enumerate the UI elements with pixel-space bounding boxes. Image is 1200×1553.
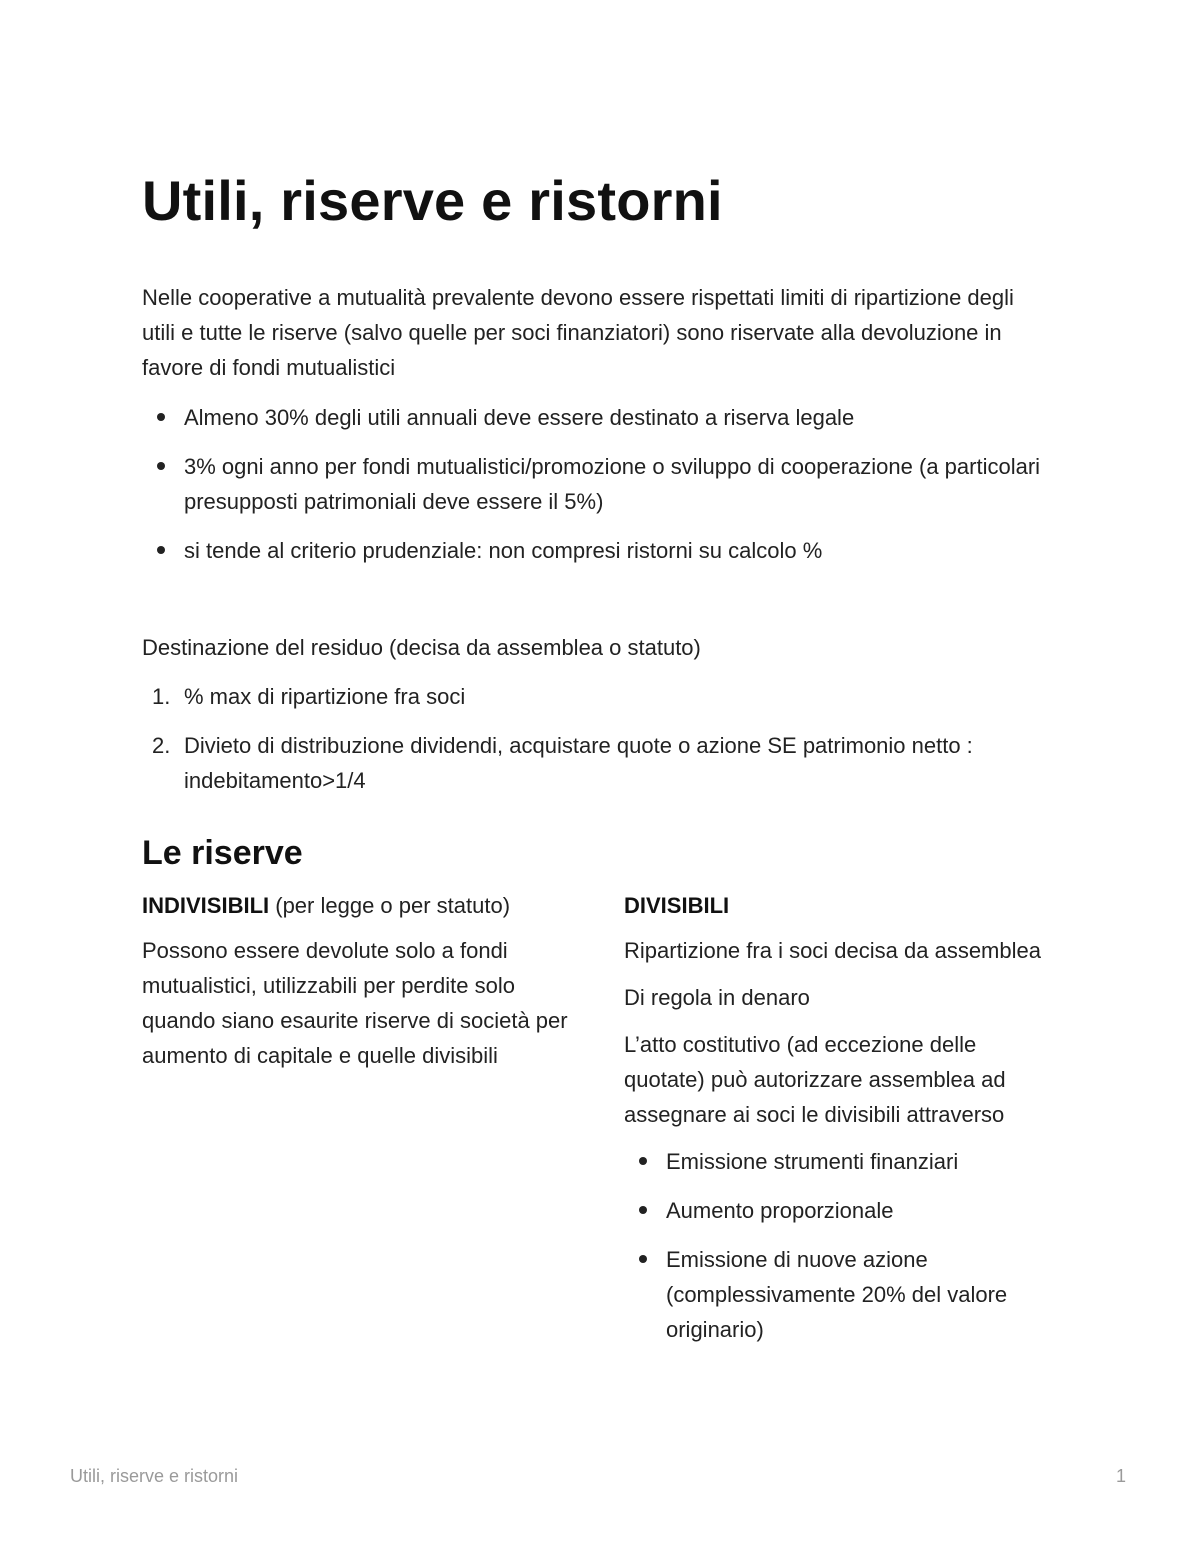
column-heading-rest: (per legge o per statuto) (269, 893, 511, 918)
column-heading (142, 888, 582, 923)
column-heading-bold: DIVISIBILI (624, 893, 730, 918)
column-heading (624, 888, 1054, 923)
list-item-text: Aumento proporzionale (666, 1198, 894, 1223)
list-item (142, 679, 1042, 714)
column-text: L’atto costitutivo (ad eccezione delle quotate) può autorizzare assemblea ad assegnare ai soci le divisibili attraverso (624, 1032, 1006, 1127)
list-item (142, 728, 1042, 798)
column-heading-bold: INDIVISIBILI (142, 893, 270, 918)
section-title: Le riserve (142, 834, 303, 872)
bullet-list (142, 400, 1042, 582)
bullet-icon (639, 1157, 647, 1165)
divisibili-column (624, 888, 1054, 1361)
bullet-icon (639, 1206, 647, 1214)
bullet-icon (157, 546, 165, 554)
page-title: Utili, riserve e ristorni (142, 169, 723, 232)
bullet-list (624, 1144, 1054, 1347)
list-number: 1. (152, 684, 171, 709)
residuo-heading: Destinazione del residuo (decisa da assemblea o statuto) (142, 635, 701, 660)
column-text: Di regola in denaro (624, 985, 810, 1010)
list-item (624, 1144, 1054, 1179)
footer-title: Utili, riserve e ristorni (70, 1466, 239, 1486)
bullet-icon (639, 1255, 647, 1263)
indivisibili-column (142, 888, 582, 1085)
list-item-text: Divieto di distribuzione dividendi, acquistare quote o azione SE patrimonio netto : indebitamento>1/4 (184, 733, 973, 793)
list-item (624, 1242, 1054, 1347)
list-item-text: Emissione di nuove azione (complessivamente 20% del valore originario) (666, 1247, 1008, 1342)
bullet-icon (157, 462, 165, 470)
column-text: Possono essere devolute solo a fondi mutualistici, utilizzabili per perdite solo quando siano esaurite riserve di società per aumento di capitale e quelle divisibili (142, 938, 568, 1068)
list-item-text: 3% ogni anno per fondi mutualistici/promozione o sviluppo di cooperazione (a particolari presupposti patrimoniali deve essere il 5%) (184, 454, 1041, 514)
numbered-list (142, 679, 1042, 812)
list-item (142, 533, 1042, 568)
bullet-icon (157, 413, 165, 421)
list-item (624, 1193, 1054, 1228)
list-item-text: si tende al criterio prudenziale: non compresi ristorni su calcolo % (184, 538, 823, 563)
intro-paragraph: Nelle cooperative a mutualità prevalente devono essere rispettati limiti di ripartizione degli utili e tutte le riserve (salvo quelle per soci finanziatori) sono riservate alla devoluzione in favore di fondi mutualistici (142, 285, 1014, 380)
list-item-text: % max di ripartizione fra soci (184, 684, 466, 709)
list-item-text: Almeno 30% degli utili annuali deve essere destinato a riserva legale (184, 405, 855, 430)
list-item (142, 449, 1042, 519)
list-number: 2. (152, 733, 171, 758)
page-number: 1 (1116, 1466, 1127, 1486)
list-item-text: Emissione strumenti finanziari (666, 1149, 959, 1174)
column-text: Ripartizione fra i soci decisa da assemblea (624, 938, 1041, 963)
list-item (142, 400, 1042, 435)
